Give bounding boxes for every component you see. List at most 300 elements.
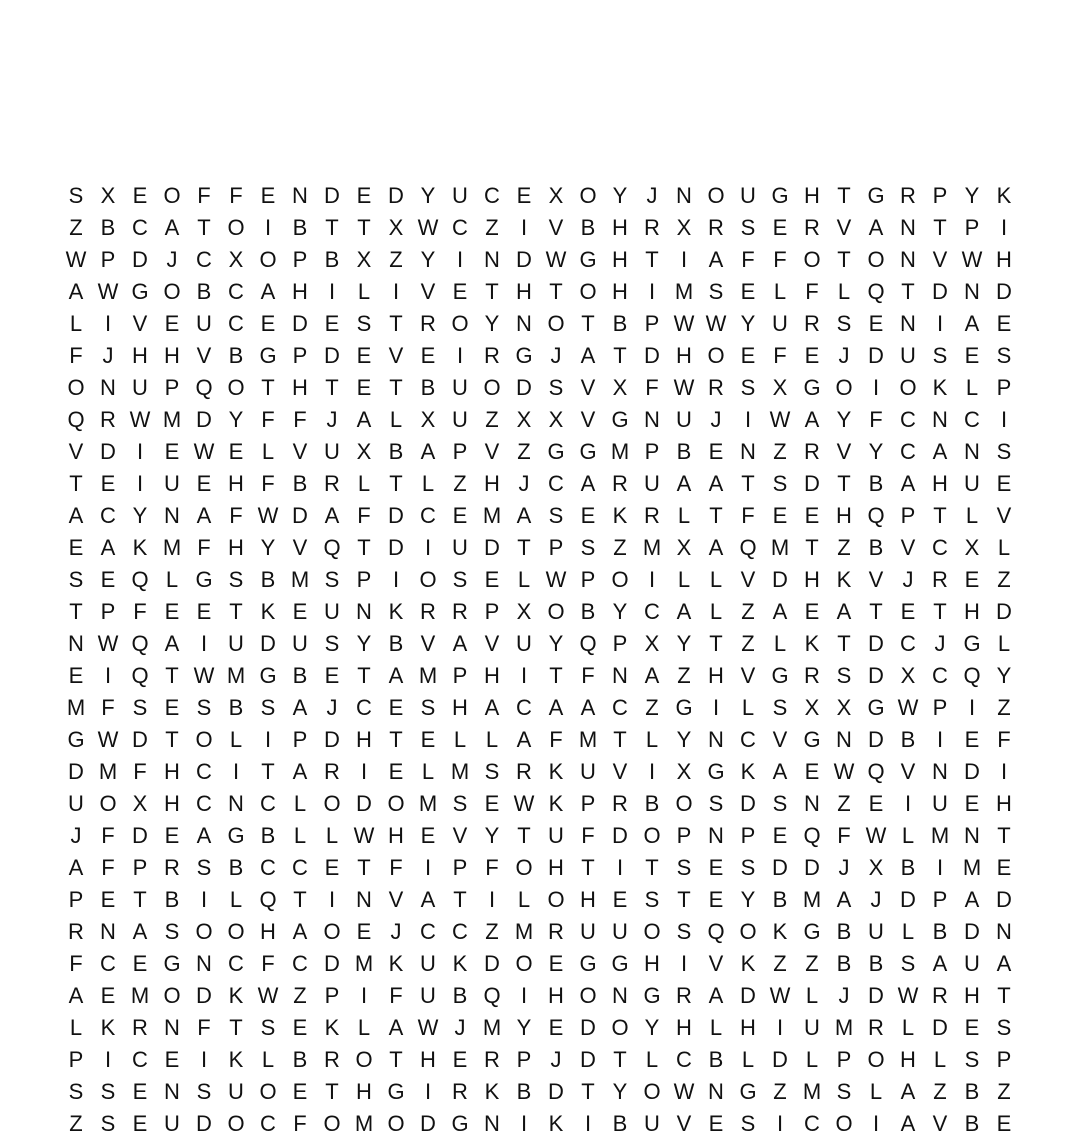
grid-cell[interactable]: I [232,759,240,784]
grid-cell[interactable]: H [356,727,372,752]
grid-cell[interactable]: I [1000,215,1008,240]
grid-cell[interactable]: Z [837,791,851,816]
grid-cell[interactable]: Q [131,663,149,688]
grid-cell[interactable]: A [932,951,948,976]
grid-cell[interactable]: E [356,919,372,944]
grid-cell[interactable]: O [163,279,181,304]
grid-cell[interactable]: E [804,599,820,624]
grid-cell[interactable]: S [260,1015,276,1040]
grid-cell[interactable]: E [420,727,436,752]
grid-cell[interactable]: F [133,599,147,624]
grid-cell[interactable]: H [452,695,468,720]
grid-cell[interactable]: J [838,983,850,1008]
grid-cell[interactable]: A [68,503,84,528]
grid-cell[interactable]: T [581,1079,595,1104]
grid-cell[interactable]: B [964,1079,980,1104]
grid-cell[interactable]: G [867,695,885,720]
grid-cell[interactable]: A [292,695,308,720]
grid-cell[interactable]: L [293,791,307,816]
grid-cell[interactable]: X [836,695,852,720]
grid-cell[interactable]: R [548,919,564,944]
grid-cell[interactable]: V [740,567,756,592]
grid-cell[interactable]: D [356,791,372,816]
grid-cell[interactable]: N [228,791,244,816]
grid-cell[interactable]: K [548,791,564,816]
grid-cell[interactable]: I [776,1015,784,1040]
grid-cell[interactable]: D [132,247,148,272]
grid-cell[interactable]: V [484,439,500,464]
grid-cell[interactable]: N [932,759,948,784]
grid-cell[interactable]: U [580,759,596,784]
grid-cell[interactable]: H [516,279,532,304]
grid-cell[interactable]: D [932,1015,948,1040]
grid-cell[interactable]: S [772,695,788,720]
grid-cell[interactable]: U [612,919,628,944]
grid-cell[interactable]: N [708,1079,724,1104]
grid-cell[interactable]: X [548,183,564,208]
grid-cell[interactable]: E [164,311,180,336]
grid-cell[interactable]: W [545,247,567,272]
grid-cell[interactable]: A [708,471,724,496]
grid-cell[interactable]: Y [420,183,436,208]
grid-cell[interactable]: C [484,183,500,208]
grid-cell[interactable]: J [838,855,850,880]
grid-cell[interactable]: T [837,631,851,656]
grid-cell[interactable]: Q [483,983,501,1008]
grid-cell[interactable]: M [98,759,118,784]
grid-cell[interactable]: J [646,183,658,208]
grid-cell[interactable]: A [772,599,788,624]
grid-cell[interactable]: E [708,887,724,912]
grid-cell[interactable]: U [132,375,148,400]
grid-cell[interactable]: W [897,695,919,720]
grid-cell[interactable]: D [996,599,1012,624]
grid-cell[interactable]: F [293,1111,307,1136]
grid-cell[interactable]: E [420,823,436,848]
grid-cell[interactable]: N [740,439,756,464]
grid-cell[interactable]: C [452,215,468,240]
grid-cell[interactable]: P [292,343,308,368]
grid-cell[interactable]: M [162,535,182,560]
grid-cell[interactable]: P [292,247,308,272]
grid-cell[interactable]: R [932,567,948,592]
grid-cell[interactable]: T [261,759,275,784]
grid-cell[interactable]: H [164,791,180,816]
grid-cell[interactable]: T [293,887,307,912]
grid-cell[interactable]: L [677,567,691,592]
grid-cell[interactable]: U [964,951,980,976]
grid-cell[interactable]: S [708,791,724,816]
grid-cell[interactable]: K [324,1015,340,1040]
grid-cell[interactable]: B [580,215,596,240]
grid-cell[interactable]: G [611,407,629,432]
grid-cell[interactable]: P [740,823,756,848]
grid-cell[interactable]: S [68,567,84,592]
grid-cell[interactable]: L [709,567,723,592]
grid-cell[interactable]: C [516,695,532,720]
grid-cell[interactable]: C [260,1111,276,1136]
grid-cell[interactable]: T [389,727,403,752]
grid-cell[interactable]: P [676,823,692,848]
grid-cell[interactable]: O [323,919,341,944]
grid-cell[interactable]: T [613,1047,627,1072]
grid-cell[interactable]: E [356,375,372,400]
grid-cell[interactable]: J [166,247,178,272]
grid-cell[interactable]: H [612,215,628,240]
grid-cell[interactable]: E [164,823,180,848]
grid-cell[interactable]: O [547,311,565,336]
grid-cell[interactable]: P [644,311,660,336]
grid-cell[interactable]: R [68,919,84,944]
grid-cell[interactable]: H [964,599,980,624]
grid-cell[interactable]: L [741,695,755,720]
grid-cell[interactable]: H [260,919,276,944]
grid-cell[interactable]: M [802,887,822,912]
grid-cell[interactable]: D [804,471,820,496]
grid-cell[interactable]: L [69,1015,83,1040]
grid-cell[interactable]: O [707,343,725,368]
grid-cell[interactable]: W [673,311,695,336]
grid-cell[interactable]: E [452,279,468,304]
grid-cell[interactable]: Z [997,567,1011,592]
grid-cell[interactable]: E [964,567,980,592]
grid-cell[interactable]: W [97,727,119,752]
grid-cell[interactable]: S [740,855,756,880]
grid-cell[interactable]: M [482,503,502,528]
grid-cell[interactable]: D [996,279,1012,304]
grid-cell[interactable]: R [804,215,820,240]
grid-cell[interactable]: K [452,951,468,976]
grid-cell[interactable]: M [674,279,694,304]
grid-cell[interactable]: Q [323,535,341,560]
grid-cell[interactable]: P [452,855,468,880]
grid-cell[interactable]: I [136,439,144,464]
grid-cell[interactable]: Z [741,631,755,656]
grid-cell[interactable]: N [356,887,372,912]
grid-cell[interactable]: Z [293,983,307,1008]
grid-cell[interactable]: U [644,471,660,496]
grid-cell[interactable]: O [515,951,533,976]
grid-cell[interactable]: P [932,887,948,912]
grid-cell[interactable]: C [356,695,372,720]
grid-cell[interactable]: V [740,663,756,688]
grid-cell[interactable]: Y [548,631,564,656]
grid-cell[interactable]: I [104,311,112,336]
grid-cell[interactable]: X [676,759,692,784]
grid-cell[interactable]: S [548,503,564,528]
grid-cell[interactable]: B [420,375,436,400]
grid-cell[interactable]: M [226,663,246,688]
grid-cell[interactable]: D [324,183,340,208]
grid-cell[interactable]: O [67,375,85,400]
grid-cell[interactable]: E [132,951,148,976]
grid-cell[interactable]: L [421,471,435,496]
grid-cell[interactable]: R [452,1079,468,1104]
grid-cell[interactable]: G [803,919,821,944]
grid-cell[interactable]: A [580,343,596,368]
grid-cell[interactable]: D [900,887,916,912]
grid-cell[interactable]: S [644,887,660,912]
grid-cell[interactable]: I [968,695,976,720]
grid-cell[interactable]: E [964,1015,980,1040]
grid-cell[interactable]: X [676,535,692,560]
grid-cell[interactable]: X [356,247,372,272]
grid-cell[interactable]: C [292,855,308,880]
grid-cell[interactable]: H [228,471,244,496]
grid-cell[interactable]: E [388,695,404,720]
grid-cell[interactable]: F [293,407,307,432]
grid-cell[interactable]: T [869,599,883,624]
grid-cell[interactable]: Q [803,823,821,848]
grid-cell[interactable]: E [548,1015,564,1040]
grid-cell[interactable]: C [932,535,948,560]
grid-cell[interactable]: P [484,599,500,624]
grid-cell[interactable]: O [739,919,757,944]
grid-cell[interactable]: A [964,887,980,912]
grid-cell[interactable]: U [164,1111,180,1136]
grid-cell[interactable]: K [740,759,756,784]
grid-cell[interactable]: G [163,951,181,976]
grid-cell[interactable]: A [996,951,1012,976]
grid-cell[interactable]: E [996,471,1012,496]
grid-cell[interactable]: L [805,1047,819,1072]
grid-cell[interactable]: A [132,919,148,944]
grid-cell[interactable]: J [934,631,946,656]
grid-cell[interactable]: N [68,631,84,656]
grid-cell[interactable]: L [261,1047,275,1072]
grid-cell[interactable]: N [708,823,724,848]
grid-cell[interactable]: E [804,503,820,528]
grid-cell[interactable]: L [229,887,243,912]
grid-cell[interactable]: V [932,1111,948,1136]
grid-cell[interactable]: W [673,1079,695,1104]
grid-cell[interactable]: G [67,727,85,752]
grid-cell[interactable]: M [418,663,438,688]
grid-cell[interactable]: O [547,887,565,912]
grid-cell[interactable]: Y [996,663,1012,688]
grid-cell[interactable]: P [612,631,628,656]
grid-cell[interactable]: O [163,983,181,1008]
grid-cell[interactable]: P [68,1047,84,1072]
grid-cell[interactable]: R [708,215,724,240]
grid-cell[interactable]: K [612,503,628,528]
grid-cell[interactable]: O [259,1079,277,1104]
grid-cell[interactable]: C [100,951,116,976]
grid-cell[interactable]: B [836,951,852,976]
grid-cell[interactable]: D [932,279,948,304]
grid-cell[interactable]: B [164,887,180,912]
grid-cell[interactable]: G [771,183,789,208]
grid-cell[interactable]: W [257,503,279,528]
grid-cell[interactable]: E [772,823,788,848]
grid-cell[interactable]: H [612,279,628,304]
grid-cell[interactable]: U [452,183,468,208]
grid-cell[interactable]: E [452,503,468,528]
grid-cell[interactable]: Z [453,471,467,496]
grid-cell[interactable]: T [453,887,467,912]
grid-cell[interactable]: K [100,1015,116,1040]
grid-cell[interactable]: D [580,1015,596,1040]
grid-cell[interactable]: G [227,823,245,848]
grid-cell[interactable]: T [197,215,211,240]
grid-cell[interactable]: B [228,695,244,720]
grid-cell[interactable]: U [196,311,212,336]
grid-cell[interactable]: M [162,407,182,432]
grid-cell[interactable]: A [644,663,660,688]
grid-cell[interactable]: A [260,279,276,304]
grid-cell[interactable]: D [132,727,148,752]
grid-cell[interactable]: B [516,1079,532,1104]
grid-cell[interactable]: I [1000,759,1008,784]
grid-cell[interactable]: G [675,695,693,720]
grid-cell[interactable]: V [836,439,852,464]
grid-cell[interactable]: N [676,183,692,208]
grid-cell[interactable]: L [869,1079,883,1104]
grid-cell[interactable]: Z [773,951,787,976]
grid-cell[interactable]: M [834,1015,854,1040]
grid-cell[interactable]: R [612,471,628,496]
grid-cell[interactable]: E [164,695,180,720]
grid-cell[interactable]: E [548,951,564,976]
grid-cell[interactable]: Z [997,695,1011,720]
grid-cell[interactable]: S [836,663,852,688]
grid-cell[interactable]: G [867,183,885,208]
grid-cell[interactable]: R [324,1047,340,1072]
grid-cell[interactable]: C [260,855,276,880]
grid-cell[interactable]: J [454,1015,466,1040]
grid-cell[interactable]: U [452,375,468,400]
grid-cell[interactable]: X [772,375,788,400]
grid-cell[interactable]: I [776,1111,784,1136]
grid-cell[interactable]: W [673,375,695,400]
grid-cell[interactable]: M [418,791,438,816]
grid-cell[interactable]: F [229,183,243,208]
grid-cell[interactable]: G [259,663,277,688]
grid-cell[interactable]: U [868,919,884,944]
grid-cell[interactable]: Q [259,887,277,912]
grid-cell[interactable]: O [579,279,597,304]
grid-cell[interactable]: H [356,1079,372,1104]
grid-cell[interactable]: E [484,567,500,592]
grid-cell[interactable]: Q [67,407,85,432]
grid-cell[interactable]: E [964,791,980,816]
grid-cell[interactable]: T [837,471,851,496]
grid-cell[interactable]: F [261,951,275,976]
grid-cell[interactable]: I [424,855,432,880]
grid-cell[interactable]: W [129,407,151,432]
grid-cell[interactable]: P [580,567,596,592]
grid-cell[interactable]: O [643,823,661,848]
grid-cell[interactable]: V [612,759,628,784]
grid-cell[interactable]: O [451,311,469,336]
grid-cell[interactable]: P [644,439,660,464]
grid-cell[interactable]: H [132,343,148,368]
grid-cell[interactable]: R [164,855,180,880]
grid-cell[interactable]: X [676,215,692,240]
grid-cell[interactable]: R [644,503,660,528]
grid-cell[interactable]: Q [867,279,885,304]
grid-cell[interactable]: S [452,567,468,592]
grid-cell[interactable]: U [228,631,244,656]
grid-cell[interactable]: E [100,471,116,496]
grid-cell[interactable]: R [708,375,724,400]
grid-cell[interactable]: X [420,407,436,432]
grid-cell[interactable]: N [804,791,820,816]
grid-cell[interactable]: N [484,247,500,272]
grid-cell[interactable]: F [101,823,115,848]
grid-cell[interactable]: K [548,759,564,784]
grid-cell[interactable]: O [227,919,245,944]
grid-cell[interactable]: E [356,183,372,208]
grid-cell[interactable]: B [868,471,884,496]
grid-cell[interactable]: P [100,599,116,624]
grid-cell[interactable]: E [260,311,276,336]
grid-cell[interactable]: T [357,535,371,560]
grid-cell[interactable]: Z [677,663,691,688]
grid-cell[interactable]: C [260,791,276,816]
grid-cell[interactable]: V [68,439,84,464]
grid-cell[interactable]: S [836,311,852,336]
grid-cell[interactable]: F [997,727,1011,752]
grid-cell[interactable]: T [165,663,179,688]
grid-cell[interactable]: B [388,439,404,464]
grid-cell[interactable]: A [452,631,468,656]
grid-cell[interactable]: L [997,631,1011,656]
grid-cell[interactable]: U [676,407,692,432]
grid-cell[interactable]: D [388,535,404,560]
grid-cell[interactable]: C [132,1047,148,1072]
grid-cell[interactable]: S [196,695,212,720]
grid-cell[interactable]: N [996,919,1012,944]
grid-cell[interactable]: I [104,663,112,688]
grid-cell[interactable]: Y [420,247,436,272]
grid-cell[interactable]: E [484,791,500,816]
grid-cell[interactable]: O [547,599,565,624]
grid-cell[interactable]: F [197,1015,211,1040]
grid-cell[interactable]: U [644,1111,660,1136]
grid-cell[interactable]: Y [612,599,628,624]
grid-cell[interactable]: A [292,759,308,784]
grid-cell[interactable]: D [388,183,404,208]
grid-cell[interactable]: A [932,439,948,464]
grid-cell[interactable]: A [836,599,852,624]
grid-cell[interactable]: Q [707,919,725,944]
grid-cell[interactable]: I [200,631,208,656]
grid-cell[interactable]: H [676,343,692,368]
grid-cell[interactable]: E [580,503,596,528]
grid-cell[interactable]: Y [740,311,756,336]
grid-cell[interactable]: U [516,631,532,656]
grid-cell[interactable]: S [228,567,244,592]
grid-cell[interactable]: H [708,663,724,688]
grid-cell[interactable]: O [899,375,917,400]
grid-cell[interactable]: H [292,279,308,304]
grid-cell[interactable]: I [712,695,720,720]
grid-cell[interactable]: C [644,599,660,624]
grid-cell[interactable]: A [964,311,980,336]
grid-cell[interactable]: N [932,407,948,432]
grid-cell[interactable]: G [515,343,533,368]
grid-cell[interactable]: E [324,855,340,880]
grid-cell[interactable]: T [389,1047,403,1072]
grid-cell[interactable]: F [645,375,659,400]
grid-cell[interactable]: N [612,663,628,688]
grid-cell[interactable]: D [740,983,756,1008]
grid-cell[interactable]: R [324,471,340,496]
grid-cell[interactable]: E [996,855,1012,880]
grid-cell[interactable]: F [389,855,403,880]
grid-cell[interactable]: H [292,375,308,400]
